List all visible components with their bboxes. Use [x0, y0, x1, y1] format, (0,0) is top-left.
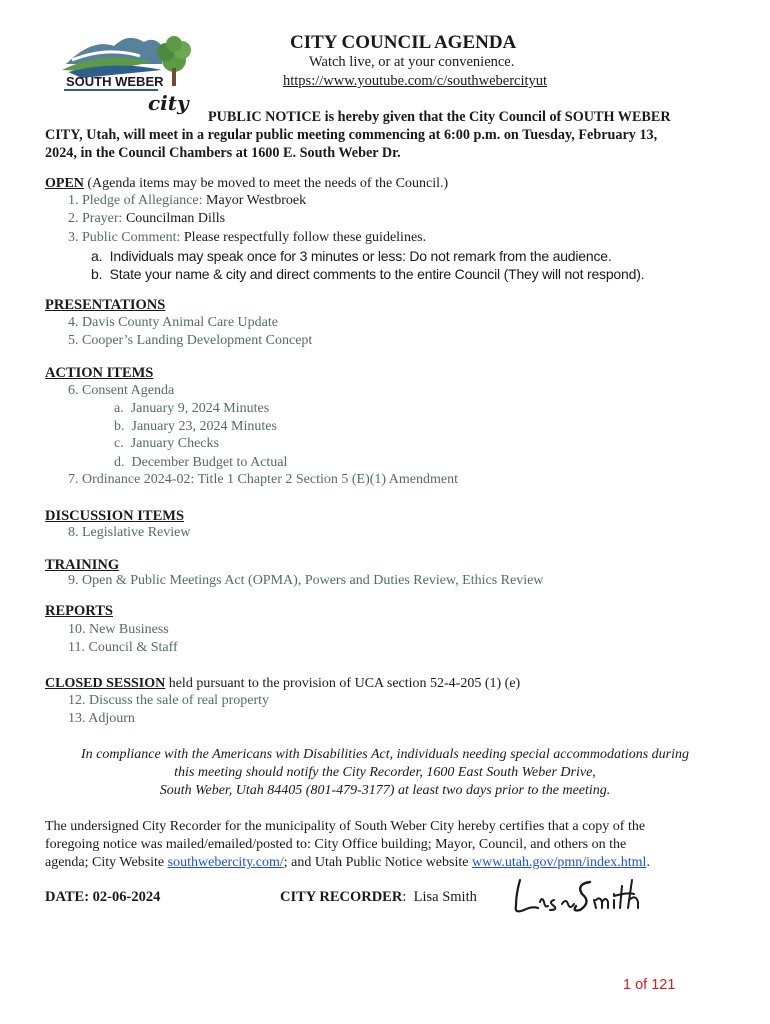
discussion-heading: DISCUSSION ITEMS: [45, 508, 185, 524]
recorder-signature: [510, 872, 650, 925]
open-heading-row: [45, 176, 448, 192]
logo-script-text: city: [148, 91, 189, 115]
ada-line-3: South Weber, Utah 84405 (801-479-3177) at least two days prior to the meeting.: [159, 783, 611, 798]
closed-session-heading-row: [45, 676, 520, 692]
open-heading: OPEN: [45, 176, 84, 191]
action-items-heading: ACTION ITEMS: [45, 365, 154, 381]
notice-line-1: PUBLIC NOTICE is hereby given that the City Council of SOUTH WEBER: [208, 109, 671, 125]
consent-item-d: d. December Budget to Actual: [114, 455, 288, 470]
notice-line-2: CITY, Utah, will meet in a regular public meeting commencing at 6:00 p.m. on Tuesday, February 13,: [45, 127, 658, 143]
city-recorder-name: Lisa Smith: [413, 889, 477, 905]
open-heading-note: (Agenda items may be moved to meet the needs of the Council.): [87, 176, 449, 191]
reports-heading: REPORTS: [45, 603, 113, 619]
agenda-item-2: 2. Prayer: Councilman Dills: [68, 211, 226, 226]
logo-text: SOUTH WEBER: [66, 74, 164, 89]
consent-item-b: b. January 23, 2024 Minutes: [114, 419, 277, 434]
certification-line-1: The undersigned City Recorder for the municipality of South Weber City hereby certifies that a copy of the: [45, 819, 646, 834]
logo-graphic: [62, 20, 197, 115]
city-recorder-row: CITY RECORDER: Lisa Smith: [280, 889, 477, 905]
notice-line-3: 2024, in the Council Chambers at 1600 E. South Weber Dr.: [45, 145, 401, 161]
certification-line-3: agenda; City Website southwebercity.com/; and Utah Public Notice website www.utah.gov/pmn/index.html.: [45, 855, 650, 870]
agenda-item-6: 6. Consent Agenda: [68, 383, 175, 398]
agenda-item-4: 4. Davis County Animal Care Update: [68, 315, 278, 330]
south-weber-city-logo: [62, 20, 197, 115]
agenda-item-8: 8. Legislative Review: [68, 525, 191, 540]
consent-item-a: a. January 9, 2024 Minutes: [114, 401, 270, 416]
notice-date: DATE: 02-06-2024: [45, 889, 161, 905]
youtube-link[interactable]: https://www.youtube.com/c/southwebercityut: [283, 73, 548, 89]
consent-item-c: c. January Checks: [114, 436, 219, 451]
agenda-item-9: 9. Open & Public Meetings Act (OPMA), Powers and Duties Review, Ethics Review: [68, 573, 544, 588]
agenda-title: CITY COUNCIL AGENDA: [290, 32, 517, 53]
ada-line-2: this meeting should notify the City Recorder, 1600 East South Weber Drive,: [174, 765, 596, 780]
presentations-heading: PRESENTATIONS: [45, 297, 166, 313]
agenda-item-13: 13. Adjourn: [68, 711, 135, 726]
closed-session-heading: CLOSED SESSION: [45, 676, 166, 691]
agenda-item-3: 3. Public Comment: Please respectfully follow these guidelines.: [68, 230, 427, 245]
agenda-item-11: 11. Council & Staff: [68, 640, 178, 655]
ada-line-1: In compliance with the Americans with Disabilities Act, individuals needing special accommodations during: [80, 747, 690, 762]
guideline-b: b. State your name & city and direct comments to the entire Council (They will not respond).: [91, 266, 645, 282]
closed-session-note: held pursuant to the provision of UCA section 52-4-205 (1) (e): [168, 676, 521, 691]
certification-line-2: foregoing notice was mailed/emailed/posted to: City Office building; Mayor, Council, and others on the: [45, 837, 627, 852]
agenda-item-5: 5. Cooper’s Landing Development Concept: [68, 333, 313, 348]
page-indicator: 1 of 121: [623, 977, 676, 993]
training-heading: TRAINING: [45, 557, 120, 573]
agenda-item-7: 7. Ordinance 2024-02: Title 1 Chapter 2 Section 5 (E)(1) Amendment: [68, 472, 458, 487]
agenda-item-12: 12. Discuss the sale of real property: [68, 693, 269, 708]
city-recorder-label: CITY RECORDER: [280, 889, 403, 905]
guideline-a: a. Individuals may speak once for 3 minutes or less: Do not remark from the audience.: [91, 248, 612, 264]
agenda-item-10: 10. New Business: [68, 622, 169, 637]
city-website-link[interactable]: southwebercity.com/: [167, 855, 284, 870]
agenda-item-1: 1. Pledge of Allegiance: Mayor Westbroek: [68, 193, 307, 208]
watch-live-text: Watch live, or at your convenience.: [309, 54, 515, 70]
utah-pmn-link[interactable]: www.utah.gov/pmn/index.html: [471, 855, 647, 870]
